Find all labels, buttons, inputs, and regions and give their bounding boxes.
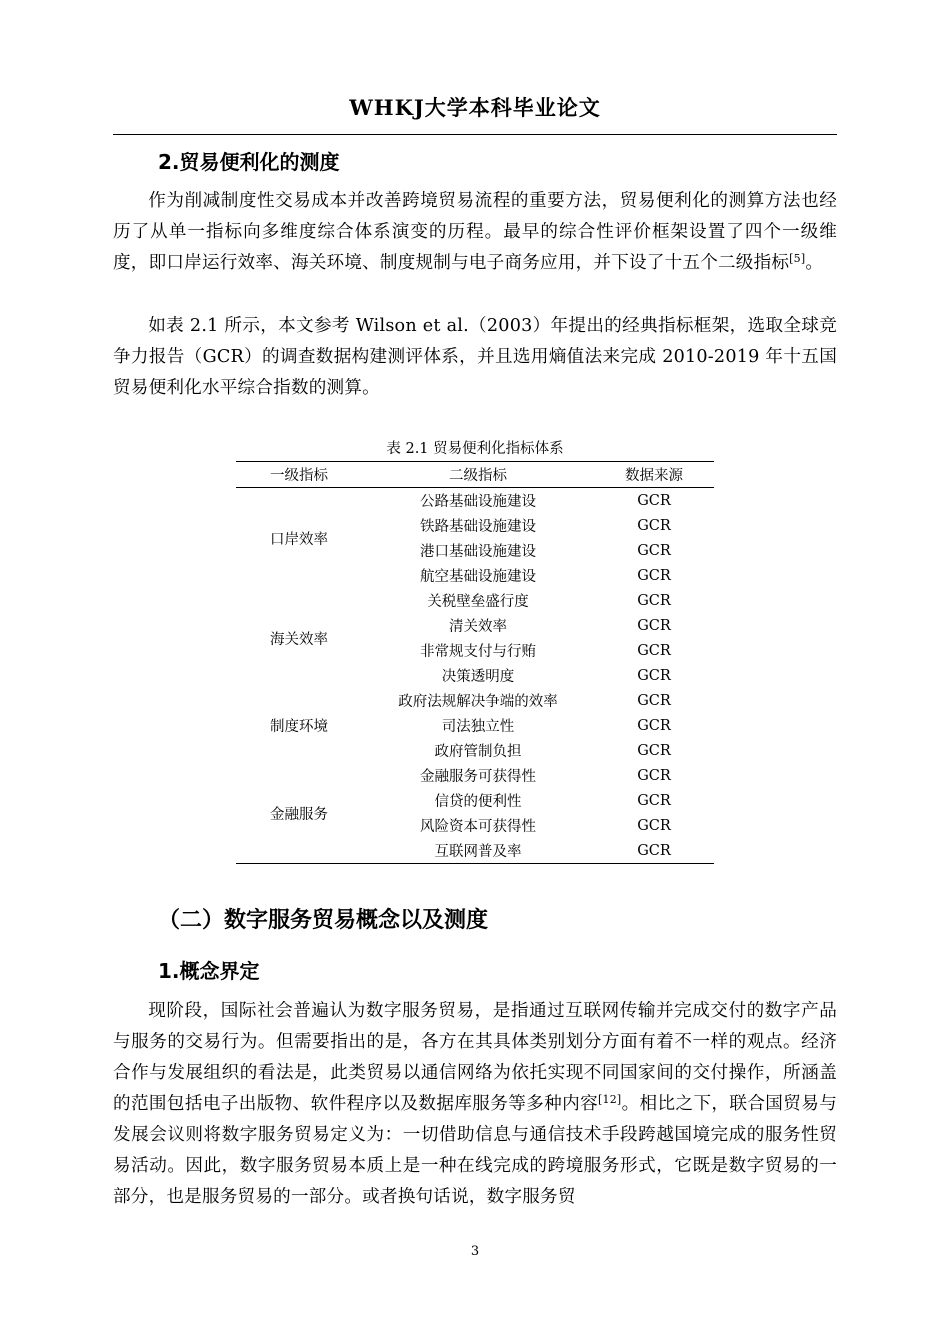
primary-indicator-cell: 海关效率 — [270, 631, 328, 648]
indicator-cell: 政府管制负担 — [434, 744, 522, 760]
subsection-heading-definition: 1.概念界定 — [158, 959, 260, 983]
source-cell: GCR — [637, 667, 671, 684]
indicator-table — [236, 461, 714, 864]
source-cell: GCR — [637, 492, 671, 509]
citation-ref[interactable]: [5] — [789, 252, 806, 265]
paragraph-measurement-history — [113, 186, 837, 279]
paragraph-definition — [113, 996, 837, 1213]
indicator-cell: 非常规支付与行贿 — [420, 644, 536, 660]
section-heading-measurement: 2.贸易便利化的测度 — [158, 150, 340, 174]
source-cell: GCR — [637, 642, 671, 659]
table-header-row — [236, 462, 714, 488]
source-cell: GCR — [637, 817, 671, 834]
indicator-cell: 互联网普及率 — [434, 844, 522, 860]
indicator-cell: 港口基础设施建设 — [420, 544, 536, 560]
header-primary: 一级指标 — [236, 462, 362, 488]
paragraph-text: 作为削减制度性交易成本并改善跨境贸易流程的重要方法，贸易便利化的测算方法也经历了从单一指标向多维度综合体系演变的历程。最早的综合性评价框架设置了四个一级维度，即口岸运行效率、海关环境、制度规制与电子商务应用，并下设了十五个二级指标 — [113, 191, 837, 273]
page-number: 3 — [470, 1244, 480, 1259]
indicator-cell: 司法独立性 — [441, 719, 515, 735]
paragraph-table-intro: 如表 2.1 所示，本文参考 Wilson et al.（2003）年提出的经典指标框架，选取全球竞争力报告（GCR）的调查数据构建测评体系，并且选用熵值法来完成 2010-2019 年十五国贸易便利化水平综合指数的测算。 — [113, 316, 837, 398]
header-rule — [113, 134, 837, 135]
table-row — [236, 763, 714, 788]
source-cell: GCR — [637, 692, 671, 709]
primary-indicator-cell: 制度环境 — [270, 719, 328, 735]
running-header: WHKJ大学本科毕业论文 — [349, 95, 601, 120]
paragraph-tail: 。相比之下，联合国贸易与发展会议则将数字服务贸易定义为：一切借助信息与通信技术手段跨越国境完成的服务性贸易活动。因此，数字服务贸易本质上是一种在线完成的跨境服务形式，它既是数字贸易的一部分，也是服务贸易的一部分。或者换句话说，数字服务贸 — [113, 1094, 837, 1207]
paragraph-text: 现阶段，国际社会普遍认为数字服务贸易，是指通过互联网传输并完成交付的数字产品与服务的交易行为。但需要指出的是，各方在其具体类别划分方面有着不一样的观点。经济合作与发展组织的看法是，此类贸易以通信网络为依托实现不同国家间的交付操作，所涵盖的范围包括电子出版物、软件程序以及数据库服务等多种内容 — [113, 1001, 837, 1114]
header-source: 数据来源 — [594, 462, 714, 488]
source-cell: GCR — [637, 567, 671, 584]
indicator-cell: 关税壁垒盛行度 — [427, 594, 529, 610]
source-cell: GCR — [637, 617, 671, 634]
section-heading-digital-trade: （二）数字服务贸易概念以及测度 — [158, 908, 489, 933]
source-cell: GCR — [637, 742, 671, 759]
table-row — [236, 688, 714, 713]
source-cell: GCR — [637, 717, 671, 734]
indicator-cell: 公路基础设施建设 — [420, 494, 536, 510]
table-caption: 表 2.1 贸易便利化指标体系 — [386, 441, 564, 457]
indicator-cell: 决策透明度 — [441, 669, 515, 685]
primary-indicator-cell: 金融服务 — [270, 806, 328, 823]
primary-indicator-cell: 口岸效率 — [270, 531, 328, 548]
citation-ref[interactable]: [12] — [598, 1093, 622, 1106]
indicator-cell: 航空基础设施建设 — [420, 569, 536, 585]
source-cell: GCR — [637, 792, 671, 809]
table-row — [236, 588, 714, 613]
table-row — [236, 488, 714, 514]
indicator-cell: 信贷的便利性 — [434, 794, 522, 810]
source-cell: GCR — [637, 517, 671, 534]
indicator-cell: 铁路基础设施建设 — [420, 519, 536, 535]
source-cell: GCR — [637, 592, 671, 609]
indicator-cell: 政府法规解决争端的效率 — [398, 694, 558, 710]
source-cell: GCR — [637, 767, 671, 784]
source-cell: GCR — [637, 842, 671, 859]
indicator-cell: 风险资本可获得性 — [420, 819, 536, 835]
indicator-cell: 金融服务可获得性 — [420, 769, 536, 785]
indicator-cell: 清关效率 — [449, 619, 507, 635]
source-cell: GCR — [637, 542, 671, 559]
paragraph-tail: 。 — [805, 253, 824, 273]
header-secondary: 二级指标 — [362, 462, 594, 488]
